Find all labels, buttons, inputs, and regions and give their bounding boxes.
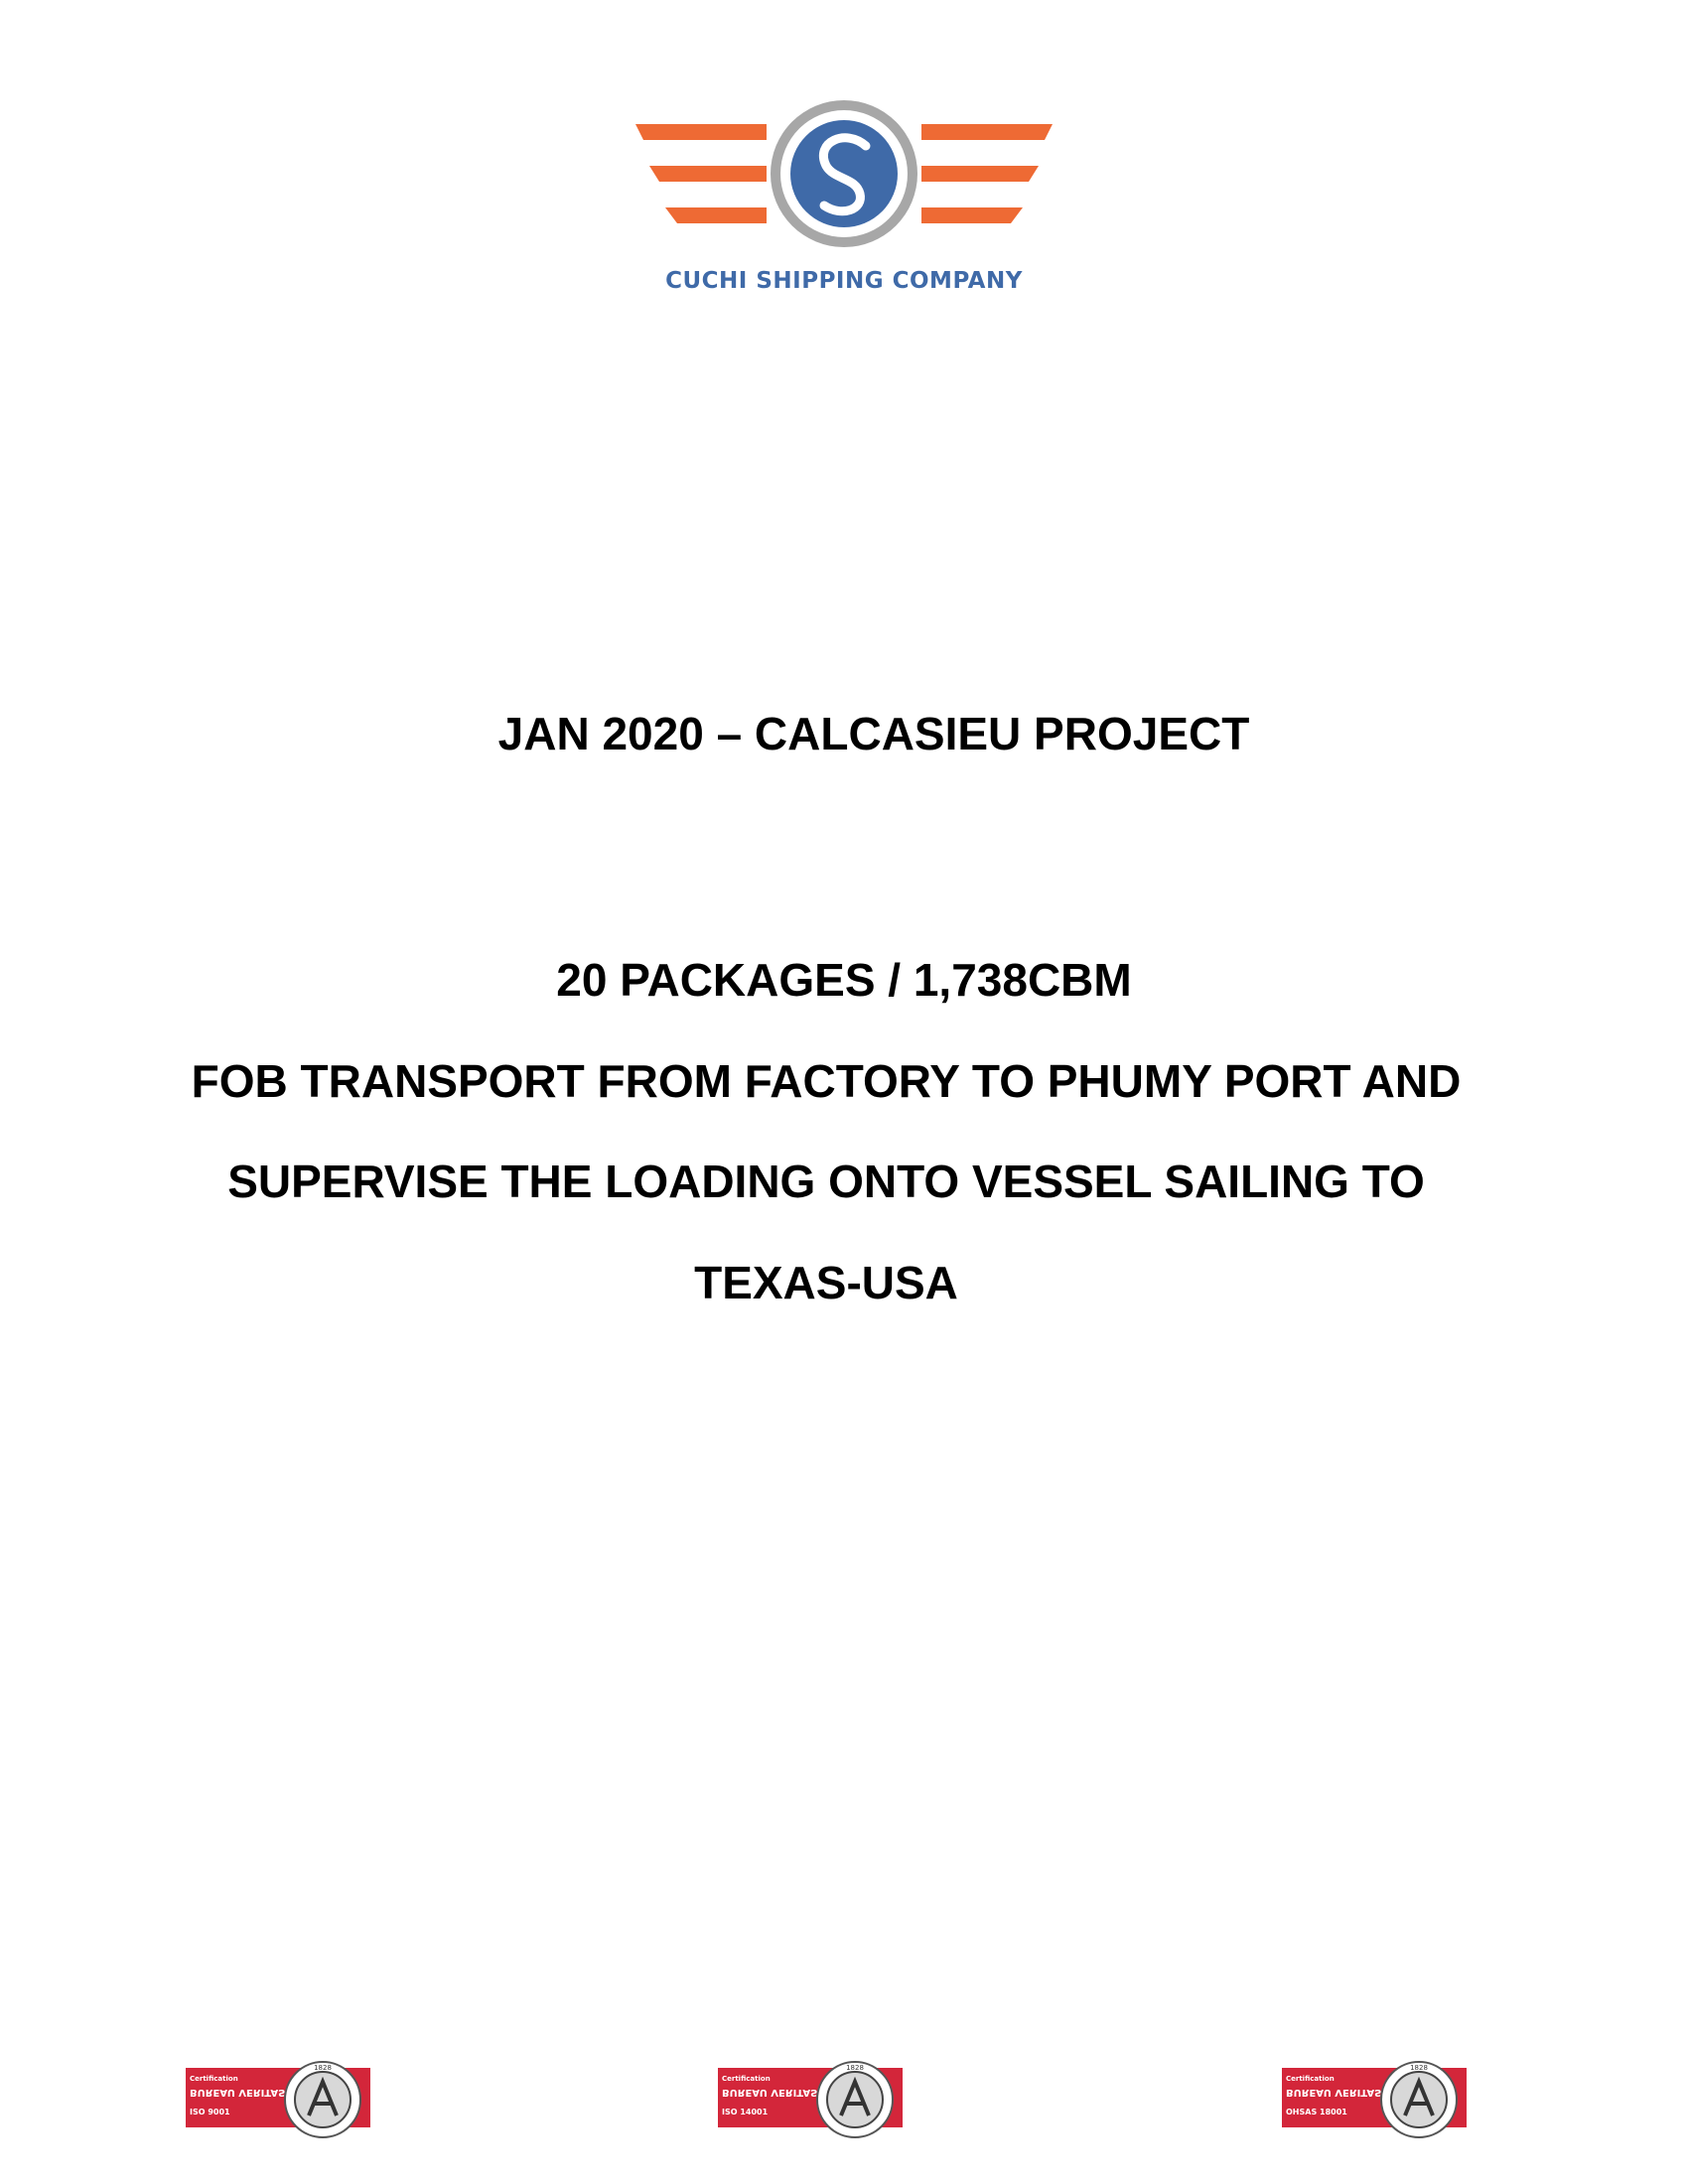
certification-badge-ohsas18001 [1282, 2060, 1480, 2139]
badge-org: BUREAU VERITAS [1286, 2087, 1382, 2098]
badge-label: Certification [190, 2075, 238, 2083]
badge-label: Certification [1286, 2075, 1335, 2083]
description-line-1: FOB TRANSPORT FROM FACTORY TO PHUMY PORT AND [191, 1055, 1462, 1107]
seal-year: 1828 [846, 2064, 864, 2072]
badge-label: Certification [722, 2075, 771, 2083]
company-name: CUCHI SHIPPING COMPANY [665, 268, 1023, 294]
bureau-veritas-seal-icon [815, 2060, 895, 2139]
badge-org: BUREAU VERITAS [190, 2087, 286, 2098]
cargo-summary: 20 PACKAGES / 1,738CBM [556, 954, 1132, 1006]
description-line-2: SUPERVISE THE LOADING ONTO VESSEL SAILING TO [227, 1156, 1425, 1207]
description-line-3: TEXAS-USA [694, 1257, 958, 1308]
bureau-veritas-seal-icon [1379, 2060, 1459, 2139]
seal-year: 1828 [314, 2064, 332, 2072]
certification-badge-iso14001 [718, 2060, 916, 2139]
badge-standard: OHSAS 18001 [1286, 2108, 1347, 2116]
company-logo [635, 94, 1053, 308]
shipping-logo-icon [635, 94, 1053, 268]
document-title: JAN 2020 – CALCASIEU PROJECT [497, 708, 1250, 759]
badge-standard: ISO 9001 [190, 2108, 230, 2116]
bureau-veritas-seal-icon [283, 2060, 362, 2139]
certification-badge-iso9001 [186, 2060, 384, 2139]
badge-standard: ISO 14001 [722, 2108, 769, 2116]
seal-year: 1828 [1410, 2064, 1428, 2072]
badge-org: BUREAU VERITAS [722, 2087, 818, 2098]
